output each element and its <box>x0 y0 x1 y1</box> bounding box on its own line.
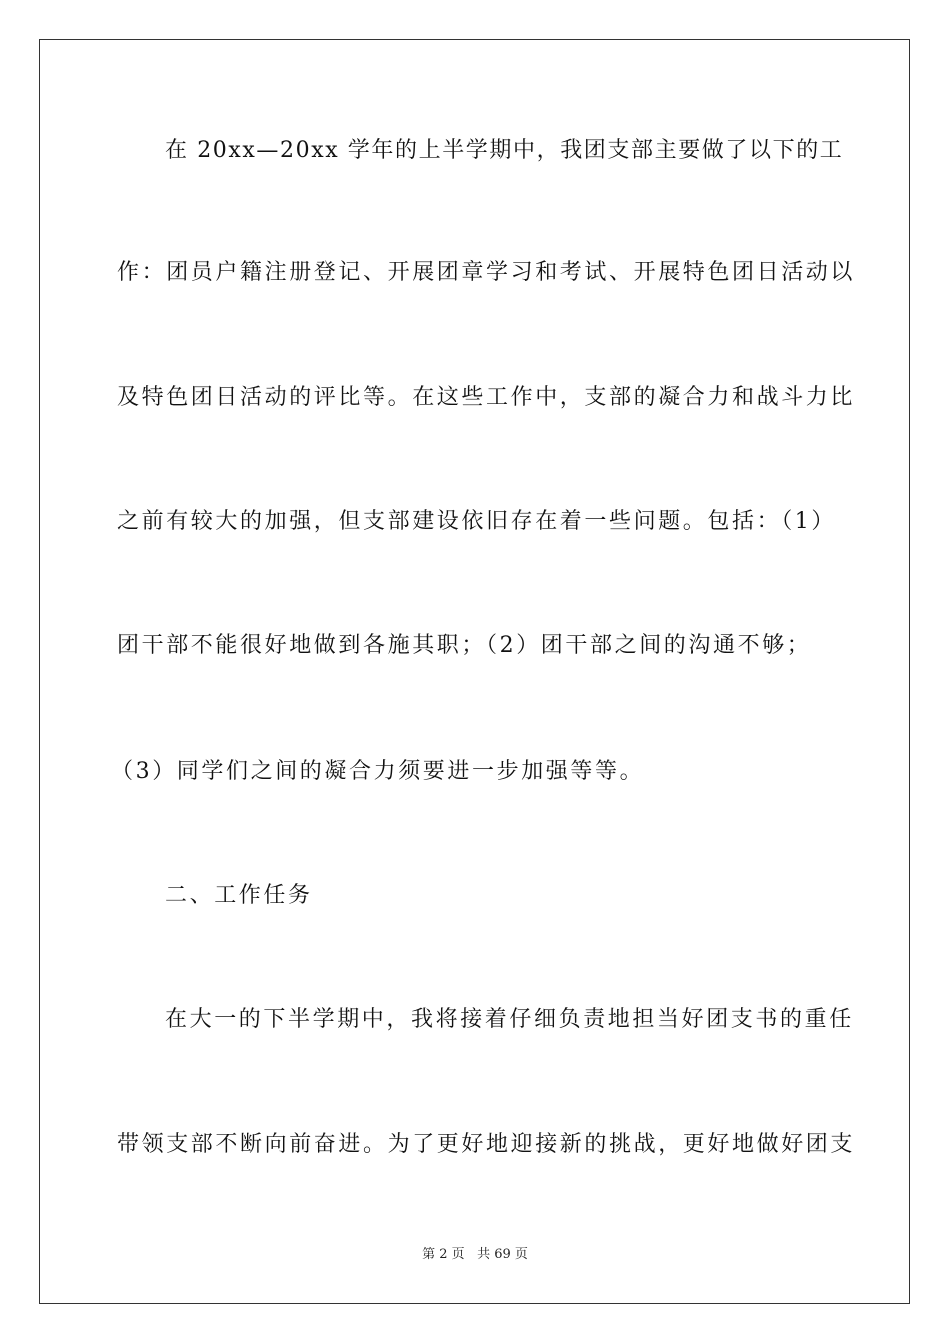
paragraph-line-3: 及特色团日活动的评比等。在这些工作中，支部的凝合力和战斗力比 <box>117 385 856 410</box>
page-border <box>39 39 910 1304</box>
paragraph-line-6: （3）同学们之间的凝合力须要进一步加强等等。 <box>111 759 645 784</box>
paragraph-line-2: 作：团员户籍注册登记、开展团章学习和考试、开展特色团日活动以 <box>117 260 856 285</box>
paragraph-line-4: 之前有较大的加强，但支部建设依旧存在着一些问题。包括：（1） <box>117 509 836 534</box>
paragraph-line-7: 在大一的下半学期中，我将接着仔细负责地担当好团支书的重任 <box>165 1007 854 1032</box>
total-pages: 共 69 页 <box>477 1247 528 1262</box>
paragraph-line-5: 团干部不能很好地做到各施其职；（2）团干部之间的沟通不够； <box>117 633 812 658</box>
section-heading: 二、工作任务 <box>165 883 313 908</box>
page-footer <box>0 1246 950 1264</box>
paragraph-line-1: 在 20xx—20xx 学年的上半学期中，我团支部主要做了以下的工 <box>165 138 844 163</box>
paragraph-line-8: 带领支部不断向前奋进。为了更好地迎接新的挑战，更好地做好团支 <box>117 1132 856 1157</box>
page-number: 第 2 页 <box>422 1247 465 1262</box>
